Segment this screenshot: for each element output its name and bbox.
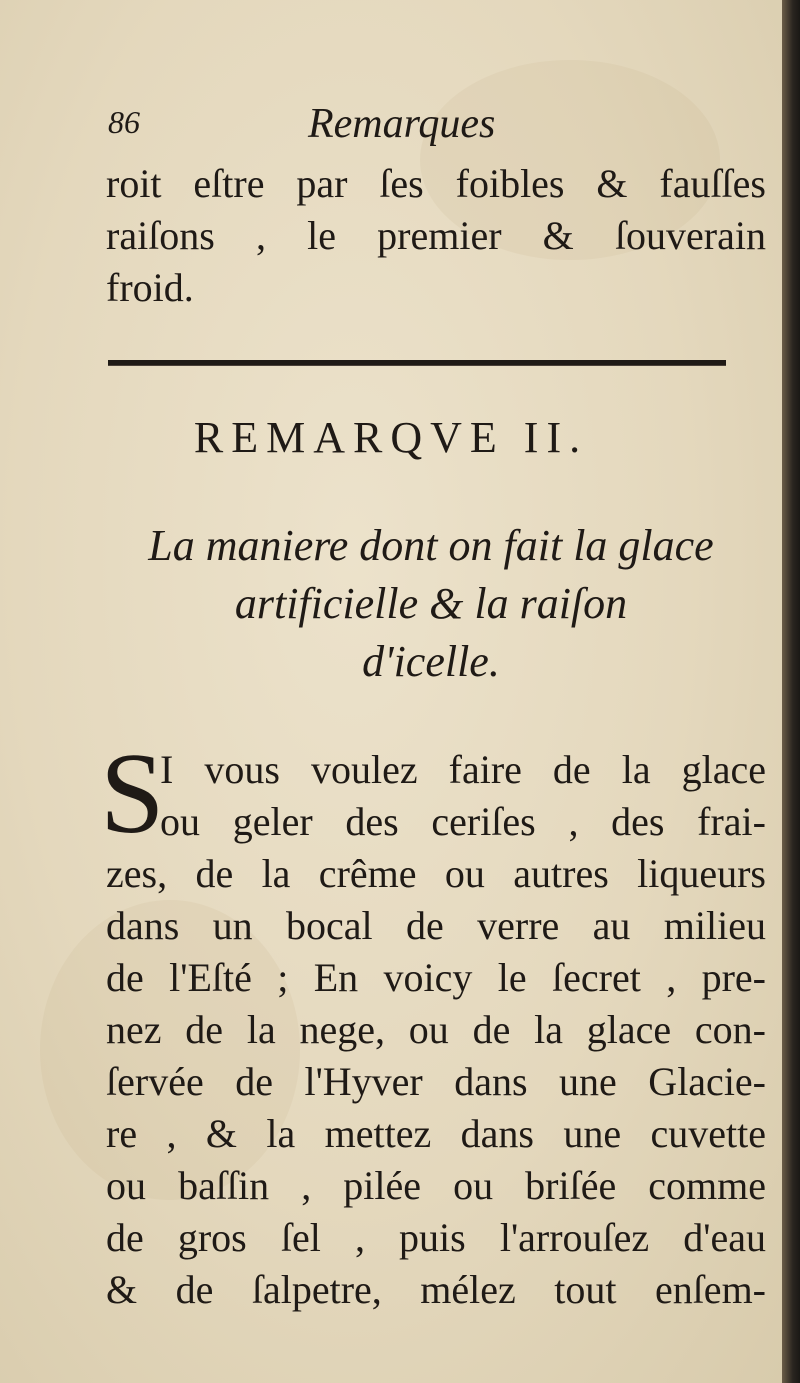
drop-cap: S xyxy=(100,730,165,858)
continuation-line: raiſons , le premier & ſouverain xyxy=(106,213,766,258)
remark-title-line: artificielle & la raiſon xyxy=(234,579,628,628)
body-line: re , & la mettez dans une cuvette xyxy=(106,1111,766,1156)
body-line: nez de la nege, ou de la glace con- xyxy=(106,1007,766,1052)
continuation-line: roit eſtre par ſes foibles & fauſſes xyxy=(106,161,766,206)
body-line: ſervée de l'Hyver dans une Glacie- xyxy=(106,1059,766,1104)
body-line: de gros ſel , puis l'arrouſez d'eau xyxy=(106,1215,766,1260)
remark-heading: REMARQVE II. xyxy=(193,413,589,462)
body-line: & de ſalpetre, mélez tout enſem- xyxy=(106,1267,766,1312)
body-line: de l'Eſté ; En voicy le ſecret , pre- xyxy=(106,955,766,1000)
running-title: Remarques xyxy=(308,101,496,147)
body-line: I vous voulez faire de la glace xyxy=(160,747,766,792)
book-gutter xyxy=(782,0,800,1383)
body-line: dans un bocal de verre au milieu xyxy=(106,903,766,948)
body-line: ou baſſin , pilée ou briſée comme xyxy=(106,1163,766,1208)
running-head xyxy=(108,100,668,150)
remark-title-line: d'icelle. xyxy=(362,637,500,686)
body-line: ou geler des ceriſes , des frai- xyxy=(160,799,766,844)
continuation-line: froid. xyxy=(106,265,194,310)
section-rule xyxy=(108,360,726,366)
page-number: 86 xyxy=(108,104,140,140)
remark-title-line: La maniere dont on fait la glace xyxy=(148,521,714,570)
body-line: zes, de la crême ou autres liqueurs xyxy=(106,851,766,896)
